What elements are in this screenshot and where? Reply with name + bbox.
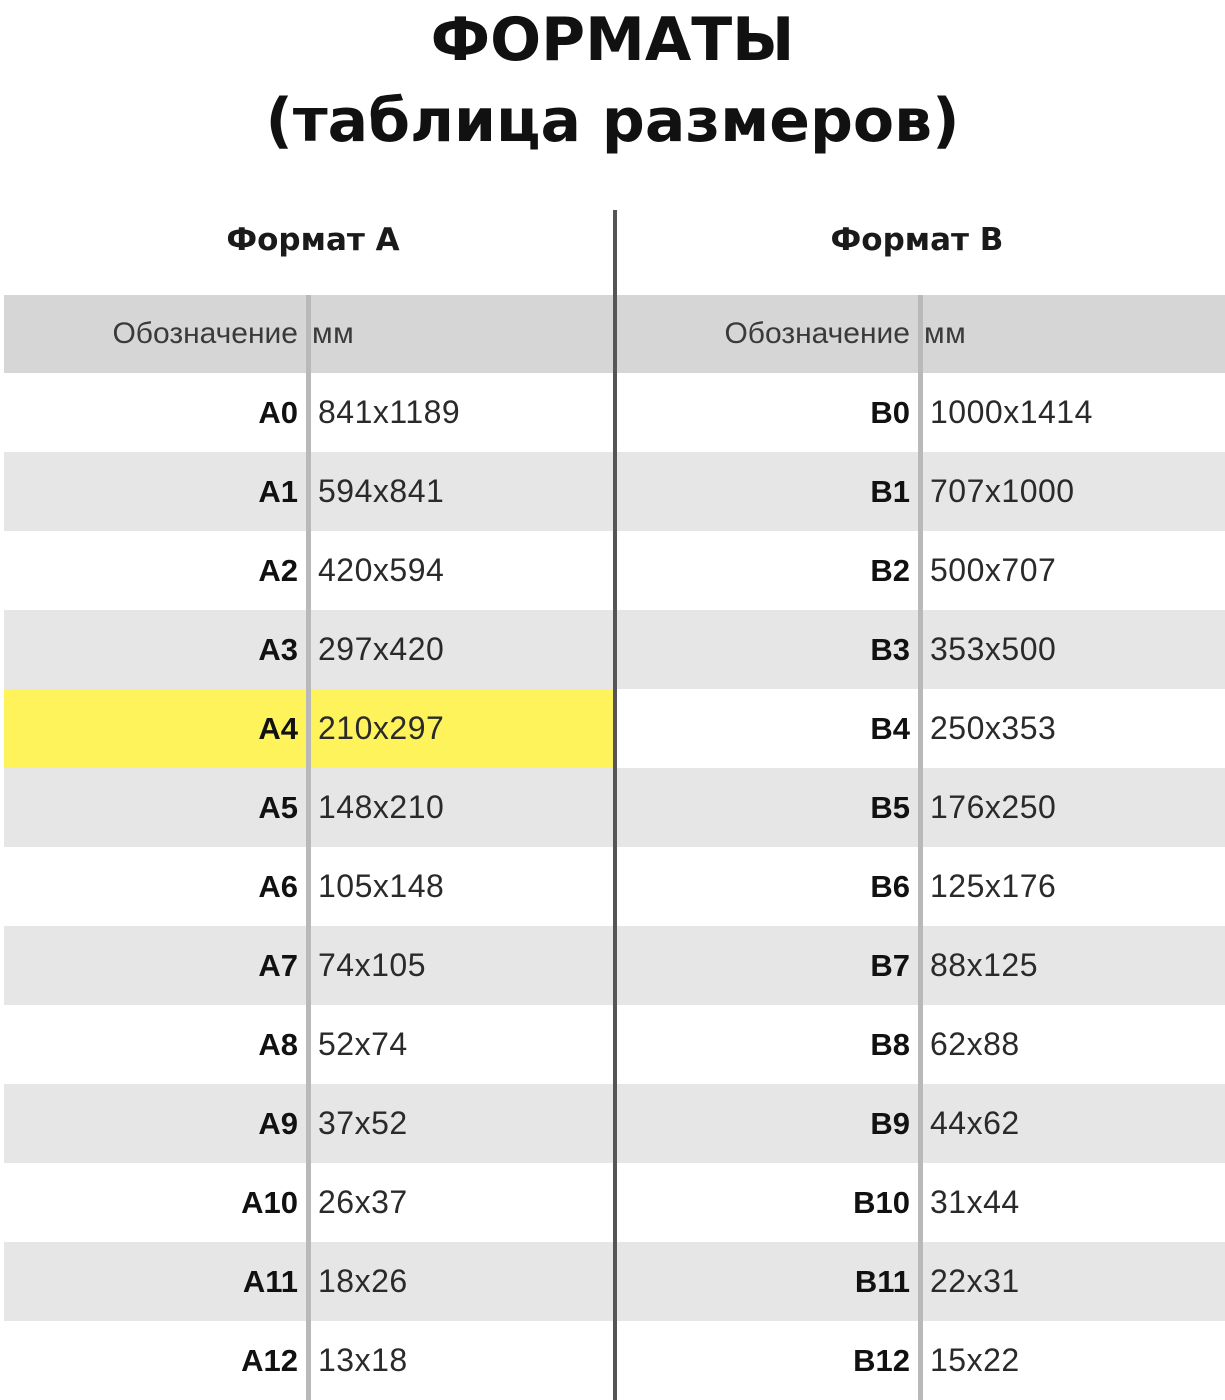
format-size-mm: 105x148 xyxy=(318,868,445,904)
format-size-mm: 148x210 xyxy=(318,789,445,825)
format-designation: A0 xyxy=(258,394,298,430)
format-size-mm: 52x74 xyxy=(318,1026,408,1062)
format-designation: A8 xyxy=(258,1026,298,1062)
format-designation: A9 xyxy=(258,1105,298,1141)
format-size-mm: 62x88 xyxy=(930,1026,1020,1062)
column-header-mm: мм xyxy=(924,317,967,350)
format-designation: B4 xyxy=(870,710,910,746)
format-size-mm: 420x594 xyxy=(318,552,445,588)
format-designation: B10 xyxy=(853,1184,910,1220)
format-a-table xyxy=(4,200,613,1400)
format-designation: A10 xyxy=(241,1184,298,1220)
format-size-mm: 13x18 xyxy=(318,1342,408,1378)
format-designation: A12 xyxy=(241,1342,298,1378)
format-size-mm: 297x420 xyxy=(318,631,445,667)
format-size-mm: 707x1000 xyxy=(930,473,1075,509)
format-designation: A5 xyxy=(258,789,298,825)
format-size-mm: 37x52 xyxy=(318,1105,408,1141)
format-a-heading: Формат А xyxy=(226,222,400,258)
format-designation: B6 xyxy=(870,868,910,904)
format-size-mm: 15x22 xyxy=(930,1342,1020,1378)
format-designation: B7 xyxy=(870,947,910,983)
format-b-heading: Формат В xyxy=(830,222,1004,258)
format-b-column-separator xyxy=(918,295,923,1400)
format-designation: B0 xyxy=(870,394,910,430)
format-designation: A11 xyxy=(242,1263,298,1299)
format-size-mm: 31x44 xyxy=(930,1184,1020,1220)
format-size-mm: 22x31 xyxy=(930,1263,1020,1299)
format-designation: A3 xyxy=(258,631,298,667)
format-designation: B9 xyxy=(870,1105,910,1141)
format-designation: B11 xyxy=(854,1263,910,1299)
format-designation: A2 xyxy=(258,552,298,588)
format-designation: B2 xyxy=(870,552,910,588)
format-size-mm: 125x176 xyxy=(930,868,1057,904)
format-designation: A1 xyxy=(258,473,298,509)
format-size-mm: 841x1189 xyxy=(318,394,461,430)
format-size-mm: 18x26 xyxy=(318,1263,408,1299)
format-designation: A4 xyxy=(258,710,298,746)
format-size-mm: 500x707 xyxy=(930,552,1057,588)
format-designation: A6 xyxy=(258,868,298,904)
format-size-mm: 26x37 xyxy=(318,1184,408,1220)
format-size-mm: 88x125 xyxy=(930,947,1038,983)
format-designation: B1 xyxy=(870,473,910,509)
format-size-mm: 210x297 xyxy=(318,710,445,746)
column-header-mm: мм xyxy=(312,317,355,350)
format-size-mm: 74x105 xyxy=(318,947,426,983)
page-title: ФОРМАТЫ xyxy=(430,5,795,75)
format-designation: B12 xyxy=(853,1342,910,1378)
format-size-mm: 594x841 xyxy=(318,473,445,509)
format-designation: A7 xyxy=(258,947,298,983)
format-size-mm: 250x353 xyxy=(930,710,1057,746)
format-size-mm: 44x62 xyxy=(930,1105,1020,1141)
format-designation: B3 xyxy=(870,631,910,667)
format-size-mm: 1000x1414 xyxy=(930,394,1093,430)
format-designation: B8 xyxy=(870,1026,910,1062)
format-size-mm: 353x500 xyxy=(930,631,1057,667)
column-header-designation: Обозначение xyxy=(112,317,298,350)
page-subtitle: (таблица размеров) xyxy=(265,86,960,156)
column-header-designation: Обозначение xyxy=(724,317,910,350)
format-a-column-separator xyxy=(306,295,311,1400)
format-b-table xyxy=(617,200,1225,1400)
format-designation: B5 xyxy=(870,789,910,825)
format-size-mm: 176x250 xyxy=(930,789,1057,825)
